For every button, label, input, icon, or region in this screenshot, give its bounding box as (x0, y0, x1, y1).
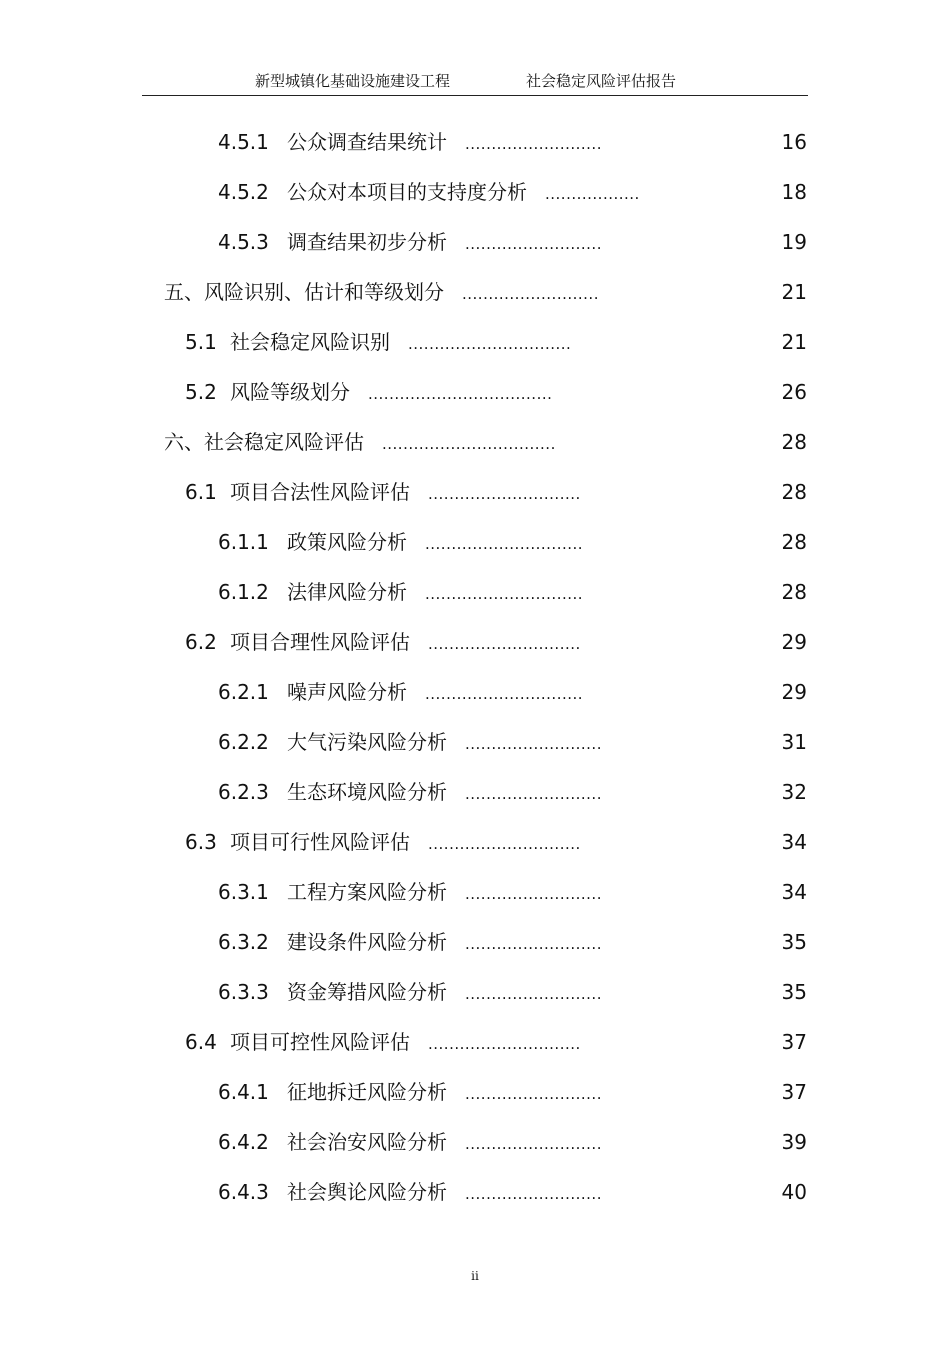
toc-entry[interactable] (0, 1118, 950, 1168)
toc-entry[interactable] (0, 1068, 950, 1118)
toc-entry[interactable] (0, 1018, 950, 1068)
toc-dot-leader: .................. (545, 185, 640, 203)
toc-section-title: 大气污染风险分析 (287, 730, 447, 754)
toc-page-number: 28 (781, 530, 807, 554)
header-report-title: 社会稳定风险评估报告 (526, 72, 677, 90)
toc-section-title: 工程方案风险分析 (287, 880, 447, 904)
toc-page-number: 34 (781, 830, 807, 854)
toc-dot-leader: ............................... (408, 335, 572, 353)
toc-dot-leader: .......................... (465, 135, 602, 153)
toc-dot-leader: .............................. (425, 585, 584, 603)
toc-section-title: 资金筹措风险分析 (287, 980, 447, 1004)
toc-page-number: 37 (781, 1030, 807, 1054)
toc-entry[interactable] (0, 718, 950, 768)
toc-dot-leader: .......................... (465, 935, 602, 953)
toc-section-number: 6.4.3 (218, 1180, 269, 1204)
toc-entry-heading (218, 1168, 602, 1218)
toc-dot-leader: ............................. (428, 635, 581, 653)
toc-dot-leader: .......................... (465, 785, 602, 803)
toc-page-number: 29 (781, 630, 807, 654)
toc-entry-heading (218, 568, 583, 618)
toc-entry-heading (164, 268, 599, 318)
toc-section-number: 6.1.1 (218, 530, 269, 554)
toc-page-number: 31 (781, 730, 807, 754)
toc-entry[interactable] (0, 218, 950, 268)
toc-entry-heading (218, 718, 602, 768)
toc-dot-leader: .......................... (465, 735, 602, 753)
page-header (0, 70, 950, 90)
toc-entry[interactable] (0, 918, 950, 968)
toc-section-title: 社会治安风险分析 (287, 1130, 447, 1154)
toc-entry-heading (218, 518, 583, 568)
toc-section-number: 4.5.1 (218, 130, 269, 154)
toc-entry[interactable] (0, 318, 950, 368)
toc-entry-heading (218, 668, 583, 718)
toc-page-number: 28 (781, 580, 807, 604)
toc-section-number: 5.1 (185, 330, 217, 354)
toc-section-number: 6.3.1 (218, 880, 269, 904)
header-project-title: 新型城镇化基础设施建设工程 (255, 72, 451, 90)
toc-page-number: 21 (781, 280, 807, 304)
toc-section-title: 项目合理性风险评估 (230, 630, 410, 654)
header-divider (142, 95, 808, 96)
toc-page-number: 28 (781, 430, 807, 454)
toc-entry-heading (218, 218, 602, 268)
toc-entry[interactable] (0, 118, 950, 168)
toc-section-number: 6.2.2 (218, 730, 269, 754)
toc-dot-leader: ............................. (428, 835, 581, 853)
toc-entry[interactable] (0, 768, 950, 818)
toc-entry-heading (218, 1118, 602, 1168)
toc-entry-heading (185, 318, 571, 368)
toc-dot-leader: ................................... (368, 385, 553, 403)
toc-entry-heading (218, 768, 602, 818)
toc-dot-leader: .......................... (465, 1135, 602, 1153)
toc-entry[interactable] (0, 518, 950, 568)
toc-section-title: 五、风险识别、估计和等级划分 (164, 280, 444, 304)
toc-entry[interactable] (0, 618, 950, 668)
toc-section-title: 建设条件风险分析 (287, 930, 447, 954)
toc-section-title: 项目合法性风险评估 (230, 480, 410, 504)
toc-section-number: 6.4 (185, 1030, 217, 1054)
toc-dot-leader: ............................. (428, 1035, 581, 1053)
toc-section-title: 风险等级划分 (230, 380, 350, 404)
toc-entry[interactable] (0, 368, 950, 418)
toc-entry-heading (218, 868, 602, 918)
toc-entry-heading (185, 818, 581, 868)
toc-section-title: 社会稳定风险识别 (230, 330, 390, 354)
toc-page-number: 35 (781, 930, 807, 954)
toc-page-number: 19 (781, 230, 807, 254)
toc-section-title: 社会舆论风险分析 (287, 1180, 447, 1204)
toc-section-number: 4.5.3 (218, 230, 269, 254)
toc-entry-heading (218, 918, 602, 968)
toc-entry-heading (185, 468, 581, 518)
page-number: ii (471, 1269, 479, 1283)
toc-section-title: 公众调查结果统计 (287, 130, 447, 154)
toc-page-number: 28 (781, 480, 807, 504)
toc-page-number: 32 (781, 780, 807, 804)
toc-page-number: 26 (781, 380, 807, 404)
toc-section-number: 6.4.2 (218, 1130, 269, 1154)
toc-section-title: 法律风险分析 (287, 580, 407, 604)
toc-page-number: 21 (781, 330, 807, 354)
toc-section-title: 征地拆迁风险分析 (287, 1080, 447, 1104)
toc-section-title: 政策风险分析 (287, 530, 407, 554)
toc-entry[interactable] (0, 818, 950, 868)
toc-dot-leader: .......................... (465, 985, 602, 1003)
toc-entry[interactable] (0, 968, 950, 1018)
toc-page-number: 18 (781, 180, 807, 204)
toc-page-number: 29 (781, 680, 807, 704)
toc-entry-heading (185, 368, 552, 418)
toc-section-title: 调查结果初步分析 (287, 230, 447, 254)
toc-section-number: 6.3 (185, 830, 217, 854)
toc-entry[interactable] (0, 568, 950, 618)
toc-page-number: 35 (781, 980, 807, 1004)
toc-section-number: 6.2.1 (218, 680, 269, 704)
table-of-contents (0, 118, 950, 1218)
toc-section-number: 6.3.2 (218, 930, 269, 954)
toc-entry[interactable] (0, 468, 950, 518)
toc-section-title: 项目可行性风险评估 (230, 830, 410, 854)
toc-dot-leader: .............................. (425, 535, 584, 553)
toc-dot-leader: ................................. (382, 435, 556, 453)
toc-entry-heading (218, 118, 602, 168)
toc-entry[interactable] (0, 868, 950, 918)
toc-entry[interactable] (0, 168, 950, 218)
toc-section-title: 项目可控性风险评估 (230, 1030, 410, 1054)
toc-page-number: 34 (781, 880, 807, 904)
toc-entry[interactable] (0, 1168, 950, 1218)
toc-page-number: 39 (781, 1130, 807, 1154)
toc-section-number: 6.2 (185, 630, 217, 654)
toc-entry-heading (185, 1018, 581, 1068)
toc-section-number: 6.1.2 (218, 580, 269, 604)
toc-dot-leader: .......................... (465, 1185, 602, 1203)
toc-entry-heading (218, 168, 640, 218)
toc-section-title: 六、社会稳定风险评估 (164, 430, 364, 454)
toc-dot-leader: .......................... (465, 1085, 602, 1103)
toc-section-number: 6.4.1 (218, 1080, 269, 1104)
toc-dot-leader: .............................. (425, 685, 584, 703)
toc-dot-leader: .......................... (462, 285, 599, 303)
toc-entry[interactable] (0, 268, 950, 318)
toc-section-title: 公众对本项目的支持度分析 (287, 180, 527, 204)
toc-section-number: 6.3.3 (218, 980, 269, 1004)
toc-page-number: 37 (781, 1080, 807, 1104)
toc-section-number: 5.2 (185, 380, 217, 404)
toc-entry-heading (218, 968, 602, 1018)
toc-dot-leader: ............................. (428, 485, 581, 503)
toc-entry-heading (164, 418, 556, 468)
toc-entry[interactable] (0, 418, 950, 468)
toc-section-title: 生态环境风险分析 (287, 780, 447, 804)
toc-entry-heading (218, 1068, 602, 1118)
toc-page-number: 40 (781, 1180, 807, 1204)
toc-section-number: 6.2.3 (218, 780, 269, 804)
toc-section-number: 4.5.2 (218, 180, 269, 204)
toc-entry-heading (185, 618, 581, 668)
toc-entry[interactable] (0, 668, 950, 718)
toc-dot-leader: .......................... (465, 885, 602, 903)
toc-page-number: 16 (781, 130, 807, 154)
toc-section-title: 噪声风险分析 (287, 680, 407, 704)
toc-section-number: 6.1 (185, 480, 217, 504)
toc-dot-leader: .......................... (465, 235, 602, 253)
